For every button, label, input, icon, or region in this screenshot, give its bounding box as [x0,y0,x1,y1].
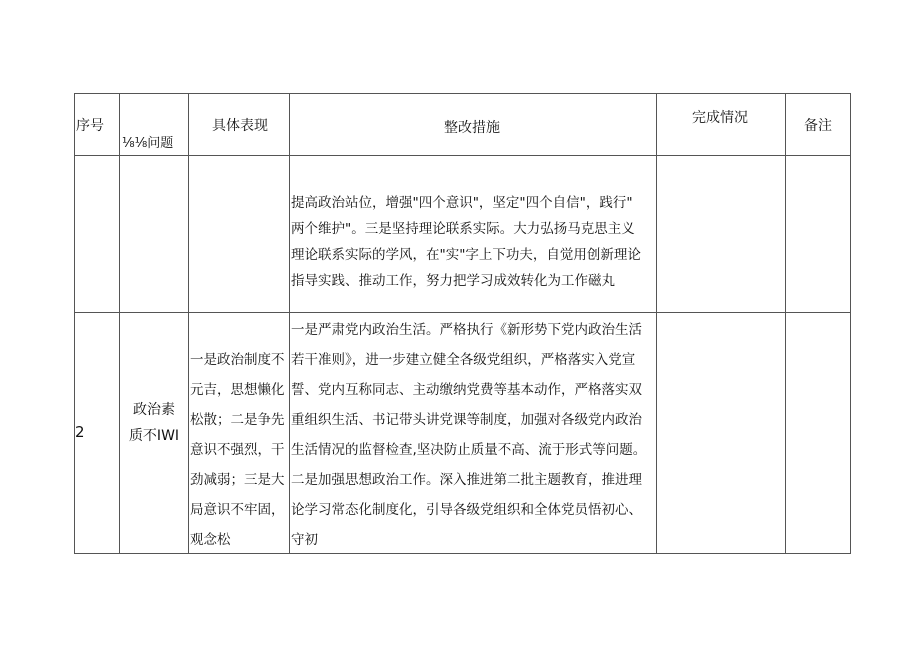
manifestation-line: 观念松 [190,532,231,548]
problem-line: 政治素 [133,402,175,418]
manifestation-line: 元吉，思想懒化 [190,382,285,398]
row2-measures [291,315,656,555]
header-measures: 整改措施 [444,120,500,136]
manifestation-line: 松散；二是争先 [190,412,285,428]
table-border-top [74,93,851,94]
manifestation-line: 局意识不牢固， [190,502,285,518]
measures-line: 誓、党内互称同志、主动缴纳党费等基本动作，严格落实双 [291,382,642,398]
measures-line: 论学习常态化制度化，引导各级党组织和全体党员悟初心、 [291,502,642,518]
measures-line: 生活情况的监督检查,坚决防止质量不高、流于形式等问题。 [291,442,647,458]
row-divider [74,312,851,313]
row2-problem [122,397,186,449]
measures-line: 二是加强思想政治工作。深入推进第二批主题教育，推进理 [291,472,642,488]
row-divider [74,155,851,156]
row2-manifestation [190,345,289,555]
header-problem: ⅛⅛问题 [122,136,174,151]
manifestation-line: 意识不强烈，干 [190,442,285,458]
header-status: 完成情况 [692,110,748,126]
table-border-left [74,93,75,554]
header-seq: 序号 [76,118,104,134]
header-remarks: 备注 [804,118,832,134]
measures-line: 两个维护"。三是坚持理论联系实际。大力弘扬马克思主义 [291,221,635,237]
manifestation-line: 劲减弱；三是大 [190,472,285,488]
measures-line: 守初 [291,532,318,548]
table-border-right [850,93,851,554]
measures-line: 理论联系实际的学风，在"实"字上下功夫，自觉用创新理论 [291,247,641,263]
measures-line: 一是严肃党内政治生活。严格执行《新形势下党内政治生活 [291,322,642,338]
column-divider [188,93,189,554]
manifestation-line: 一是政治制度不 [190,352,285,368]
problem-line: 质不IWI [128,428,180,444]
column-divider [656,93,657,554]
measures-line: 若干准则》，进一步建立健全各级党组织，严格落实入党宣 [291,352,636,368]
column-divider [289,93,290,554]
column-divider [785,93,786,554]
row1-measures [291,190,641,294]
rectification-table [74,93,851,554]
measures-line: 提高政治站位，增强"四个意识"，坚定"四个自信"，践行" [291,195,633,211]
measures-line: 重组织生活、书记带头讲党课等制度，加强对各级党内政治 [291,412,642,428]
header-manifestation: 具体表现 [212,118,268,134]
row2-seq: 2 [75,423,85,441]
measures-line: 指导实践、推动工作，努力把学习成效转化为工作磁丸 [291,273,615,289]
column-divider [119,93,120,554]
